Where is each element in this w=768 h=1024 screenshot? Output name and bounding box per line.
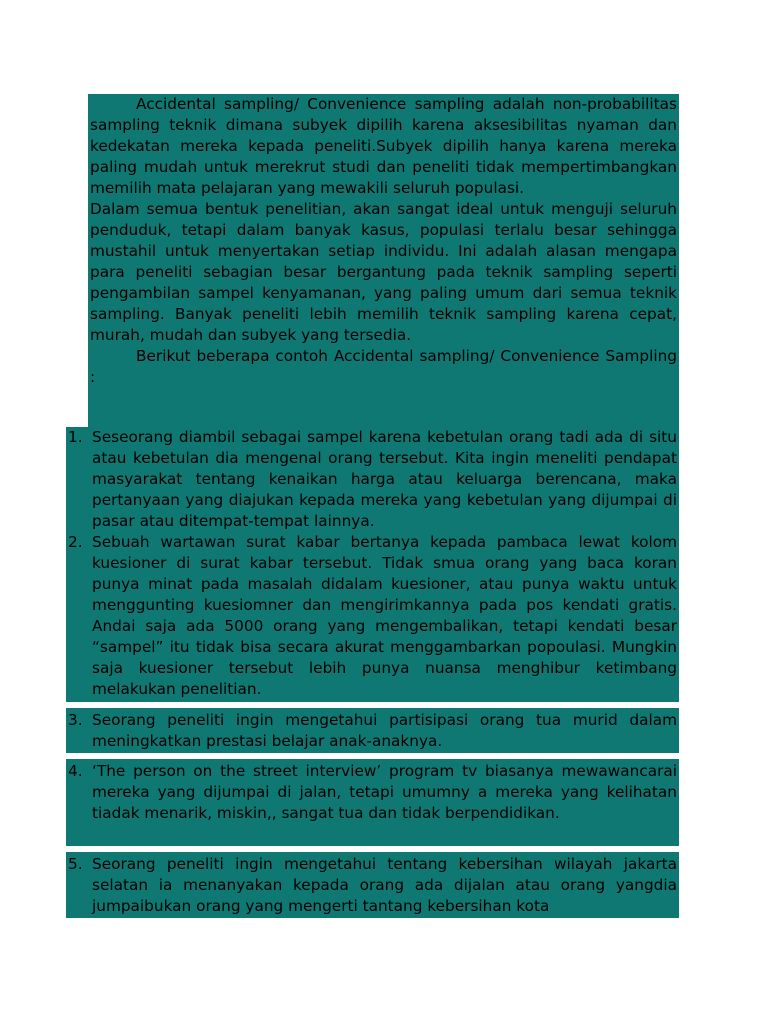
intro-block — [88, 94, 679, 427]
list-item — [68, 532, 677, 700]
list-block-5 — [66, 852, 679, 918]
list-item — [68, 761, 677, 824]
list-block-4 — [66, 759, 679, 846]
list-item — [68, 854, 677, 917]
intro-paragraph-1: Accidental sampling/ Convenience sampling adalah non-probabilitas sampling teknik dimana subyek dipilih karena aksesibilitas nyaman dan kedekatan mereka kepada peneliti.Subyek dipilih hanya karena mereka paling mudah untuk merekrut studi dan peneliti tidak mempertimbangkan memilih mata pelajaran yang mewakili seluruh populasi. — [90, 95, 677, 197]
list-item-text: ‘The person on the street interview’ program tv biasanya mewawancarai mereka yang dijumpai di jalan, tetapi umumny a mereka yang kelihatan tiadak menarik, miskin,, sangat tua dan tidak berpendidikan. — [92, 762, 677, 822]
list-item-number: 4. — [68, 762, 83, 780]
list-item-number: 3. — [68, 711, 83, 729]
list-item-number: 5. — [68, 855, 83, 873]
intro-paragraph-2: Dalam semua bentuk penelitian, akan sangat ideal untuk menguji seluruh penduduk, tetapi dalam banyak kasus, populasi terlalu besar sehingga mustahil untuk menyertakan setiap individu. Ini adalah alasan mengapa para peneliti sebagian besar bergantung pada teknik sampling seperti pengambilan sampel kenyamanan, yang paling umum dari semua teknik sampling. Banyak peneliti lebih memilih teknik sampling karena cepat, murah, mudah dan subyek yang tersedia. — [90, 200, 677, 344]
list-item — [68, 427, 677, 532]
list-item-number: 1. — [68, 428, 83, 446]
list-item — [68, 710, 677, 752]
list-item-text: Seseorang diambil sebagai sampel karena kebetulan orang tadi ada di situ atau kebetulan dia mengenal orang tersebut. Kita ingin meneliti pendapat masyarakat tentang kenaikan harga atau keluarga berencana, maka pertanyaan yang diajukan kepada mereka yang kebetulan yang dijumpai di pasar atau ditempat-tempat lainnya. — [92, 428, 677, 530]
list-item-text: Sebuah wartawan surat kabar bertanya kepada pambaca lewat kolom kuesioner di surat kabar tersebut. Tidak smua orang yang baca koran punya minat pada masalah didalam kuesioner, atau punya waktu untuk menggunting kuesiomner dan mengirimkannya pada pos kendati gratis. Andai saja ada 5000 orang yang mengembalikan, tetapi kendati besar “sampel” itu tidak bisa secara akurat menggambarkan popoulasi. Mungkin saja kuesioner tersebut lebih punya nuansa menghibur ketimbang melakukan penelitian. — [92, 533, 677, 698]
list-item-text: Seorang peneliti ingin mengetahui partisipasi orang tua murid dalam meningkatkan prestasi belajar anak-anaknya. — [92, 711, 677, 750]
intro-paragraph-3: Berikut beberapa contoh Accidental sampling/ Convenience Sampling : — [90, 347, 677, 386]
list-block-1-2 — [66, 427, 679, 702]
list-block-3 — [66, 708, 679, 753]
list-item-number: 2. — [68, 533, 83, 551]
list-item-text: Seorang peneliti ingin mengetahui tentang kebersihan wilayah jakarta selatan ia menanyakan kepada orang ada dijalan atau orang yangdia jumpaibukan orang yang mengerti tantang kebersihan kota — [92, 855, 677, 915]
